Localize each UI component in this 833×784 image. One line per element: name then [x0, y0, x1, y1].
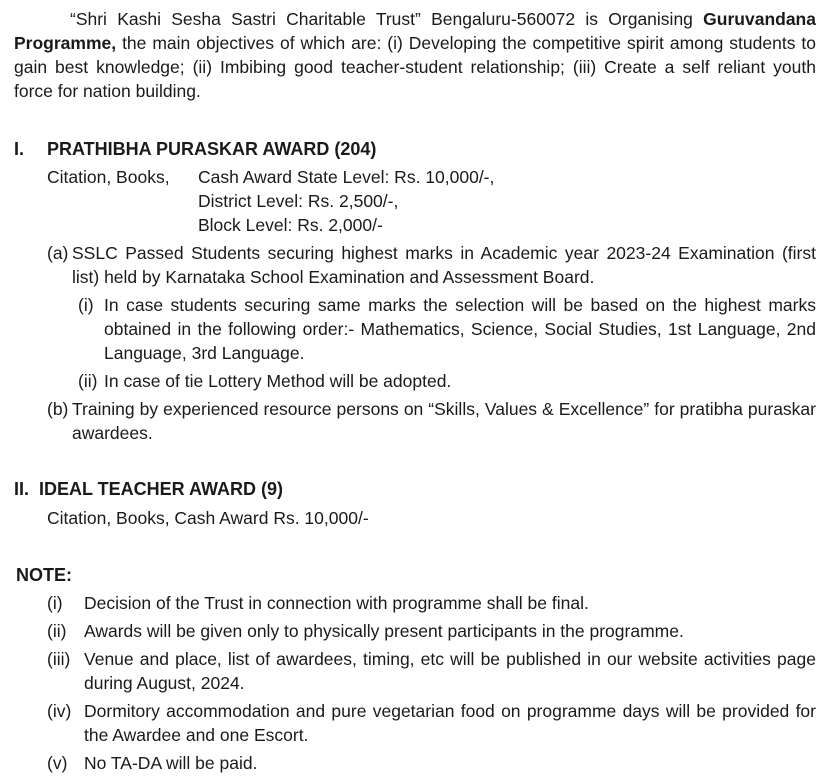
- prize-block-level: Block Level: Rs. 2,000/-: [198, 215, 383, 235]
- note-item-marker: (v): [47, 753, 68, 773]
- item-a-text: SSLC Passed Students securing highest marks in Academic year 2023-24 Examination (first list) held by Karnataka School Examination and Assessment Board.: [72, 243, 816, 287]
- sub-ii-marker: (ii): [78, 371, 98, 391]
- note-item-text: Venue and place, list of awardees, timing, etc will be published in our website activities page during August, 2024.: [84, 649, 816, 693]
- section-2-title: IDEAL TEACHER AWARD (9): [39, 479, 284, 499]
- note-item-marker: (iii): [47, 649, 71, 669]
- intro-paragraph: [14, 7, 816, 103]
- programme-name: Guruvandana Programme,: [14, 9, 816, 53]
- prizes-label: Citation, Books,: [47, 167, 170, 187]
- intro-objectives: the main objectives of which are: (i) Developing the competitive spirit among students to gain best knowledge; (ii) Imbibing good teacher-student relationship; (iii) Create a self reliant youth force for nation building.: [14, 33, 816, 101]
- item-b-marker: (b): [47, 399, 69, 419]
- prize-state-level: Cash Award State Level: Rs. 10,000/-,: [198, 167, 495, 187]
- note-item-marker: (ii): [47, 621, 67, 641]
- intro-opening: “Shri Kashi Sesha Sastri Charitable Trust” Bengaluru-560072 is Organising: [70, 9, 693, 29]
- sub-ii-text: In case of tie Lottery Method will be adopted.: [104, 371, 452, 391]
- note-heading: NOTE:: [16, 565, 72, 585]
- note-item-text: Dormitory accommodation and pure vegetarian food on programme days will be provided for the Awardee and one Escort.: [84, 701, 816, 745]
- prize-district-level: District Level: Rs. 2,500/-,: [198, 191, 399, 211]
- item-b-text: Training by experienced resource persons on “Skills, Values & Excellence” for pratibha puraskar awardees.: [72, 399, 816, 443]
- section-2-number: II.: [14, 479, 30, 499]
- note-item-marker: (iv): [47, 701, 72, 721]
- section-1-number: I.: [14, 139, 25, 159]
- note-item-marker: (i): [47, 593, 63, 613]
- note-item-text: Awards will be given only to physically present participants in the programme.: [84, 621, 684, 641]
- section-2-prizes: Citation, Books, Cash Award Rs. 10,000/-: [47, 508, 369, 528]
- note-item-text: No TA-DA will be paid.: [84, 753, 258, 773]
- item-a-marker: (a): [47, 243, 69, 263]
- sub-i-marker: (i): [78, 295, 94, 315]
- section-1-title: PRATHIBHA PURASKAR AWARD (204): [47, 139, 377, 159]
- sub-i-text: In case students securing same marks the selection will be based on the highest marks obtained in the following order:- Mathematics, Science, Social Studies, 1st Language, 2nd Language, 3rd Language.: [104, 295, 816, 363]
- note-item-text: Decision of the Trust in connection with programme shall be final.: [84, 593, 589, 613]
